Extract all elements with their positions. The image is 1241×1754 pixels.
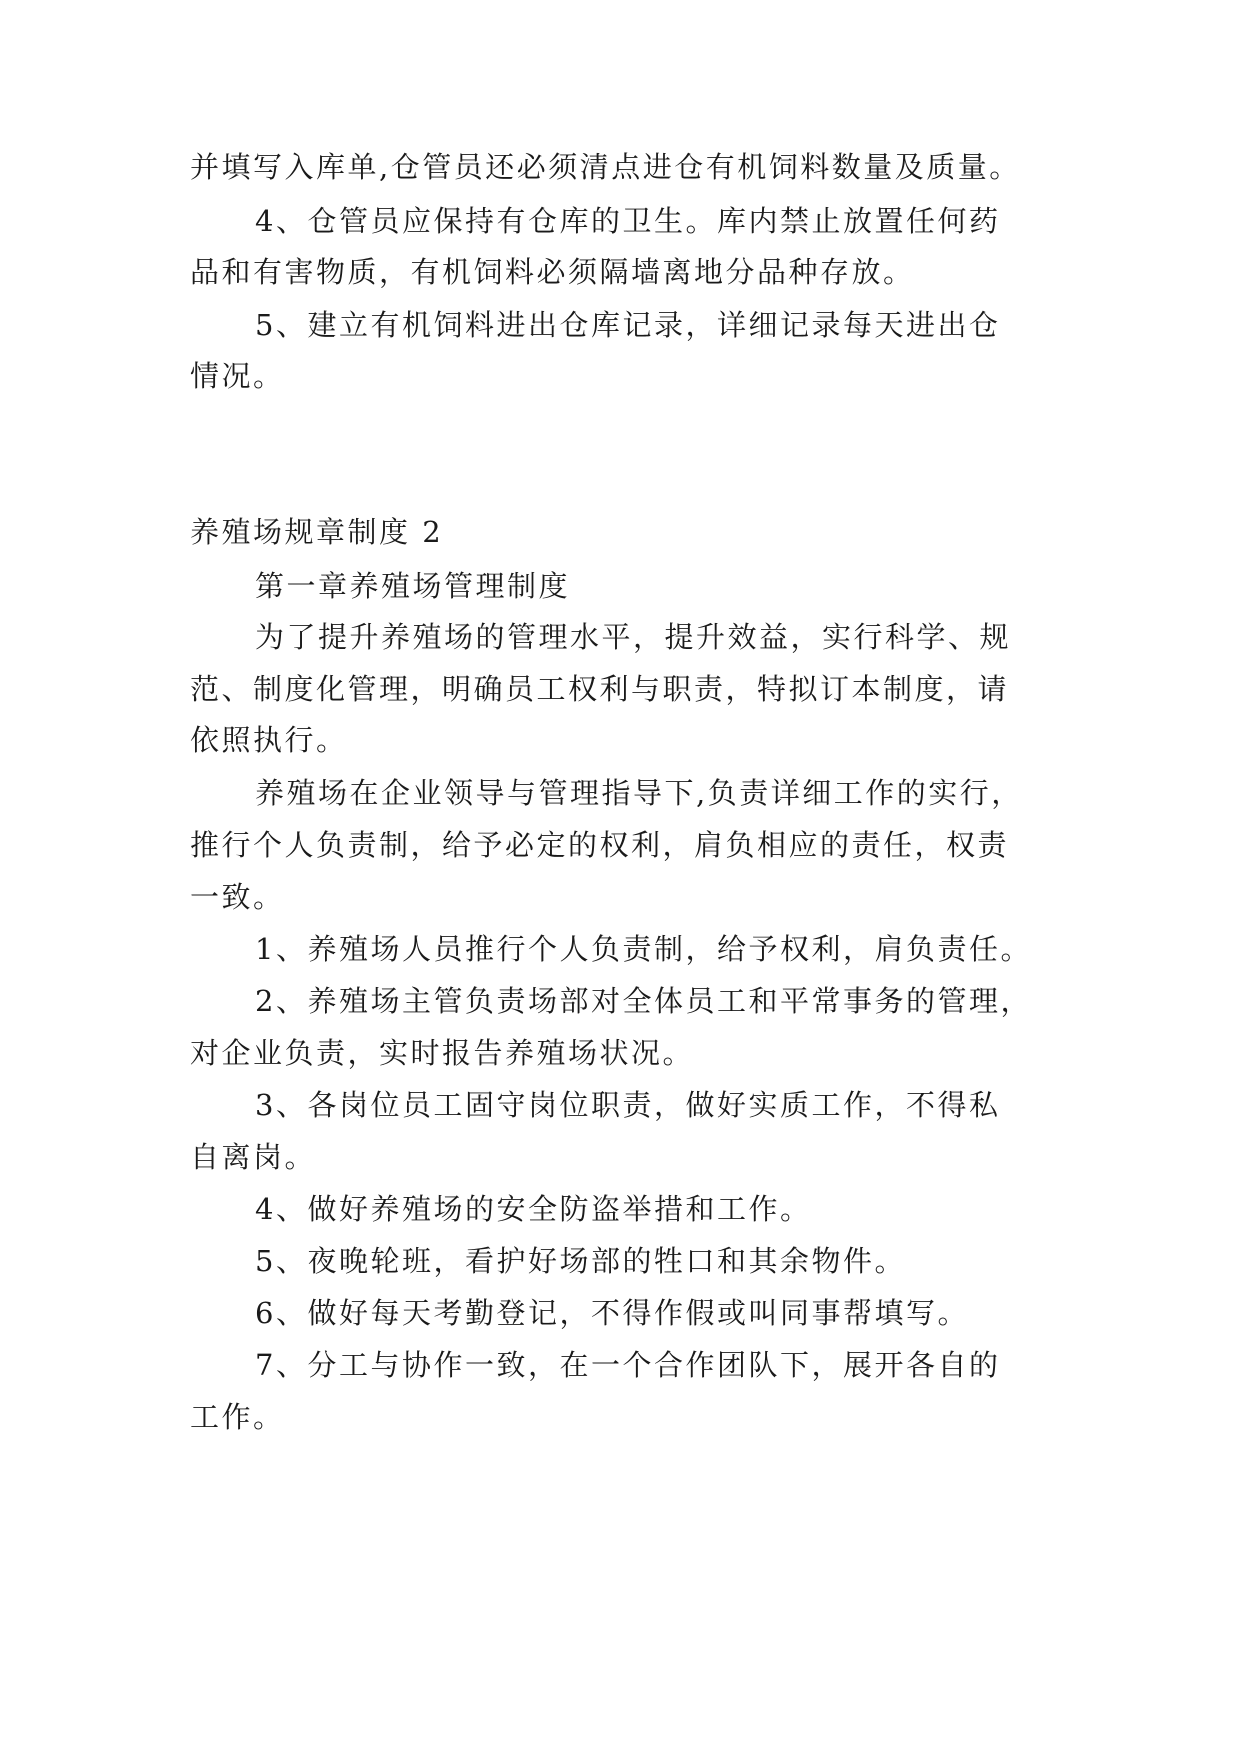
text-line: 对企业负责，实时报告养殖场状况。 bbox=[190, 1036, 695, 1070]
text-line: 范、制度化管理，明确员工权利与职责，特拟订本制度，请 bbox=[190, 672, 1010, 706]
list-item: 6、做好每天考勤登记，不得作假或叫同事帮填写。 bbox=[255, 1296, 969, 1330]
list-item: 2、养殖场主管负责场部对全体员工和平常事务的管理， bbox=[255, 984, 1032, 1018]
text-line: 情况。 bbox=[190, 359, 285, 393]
list-item: 5、夜晚轮班，看护好场部的牲口和其余物件。 bbox=[255, 1244, 906, 1278]
section-title: 养殖场规章制度 2 bbox=[190, 515, 444, 549]
text-line: 依照执行。 bbox=[190, 723, 348, 757]
list-item: 3、各岗位员工固守岗位职责，做好实质工作，不得私 bbox=[255, 1088, 1001, 1122]
text-line: 一致。 bbox=[190, 880, 285, 914]
text-line: 为了提升养殖场的管理水平，提升效益，实行科学、规 bbox=[255, 620, 1012, 654]
text-line: 推行个人负责制，给予必定的权利，肩负相应的责任，权责 bbox=[190, 828, 1010, 862]
text-line: 工作。 bbox=[190, 1400, 285, 1434]
list-item: 7、分工与协作一致，在一个合作团队下，展开各自的 bbox=[255, 1348, 1001, 1382]
chapter-title: 第一章养殖场管理制度 bbox=[255, 569, 571, 603]
text-line: 5、建立有机饲料进出仓库记录，详细记录每天进出仓 bbox=[255, 308, 1001, 342]
list-item: 1、养殖场人员推行个人负责制，给予权利，肩负责任。 bbox=[255, 932, 1032, 966]
text-line: 并填写入库单,仓管员还必须清点进仓有机饲料数量及质量。 bbox=[190, 150, 1021, 184]
text-line: 养殖场在企业领导与管理指导下,负责详细工作的实行， bbox=[255, 776, 1023, 810]
list-item: 4、做好养殖场的安全防盗举措和工作。 bbox=[255, 1192, 812, 1226]
text-line: 4、仓管员应保持有仓库的卫生。库内禁止放置任何药 bbox=[255, 204, 1001, 238]
text-line: 品和有害物质，有机饲料必须隔墙离地分品种存放。 bbox=[190, 255, 915, 289]
text-line: 自离岗。 bbox=[190, 1140, 317, 1174]
